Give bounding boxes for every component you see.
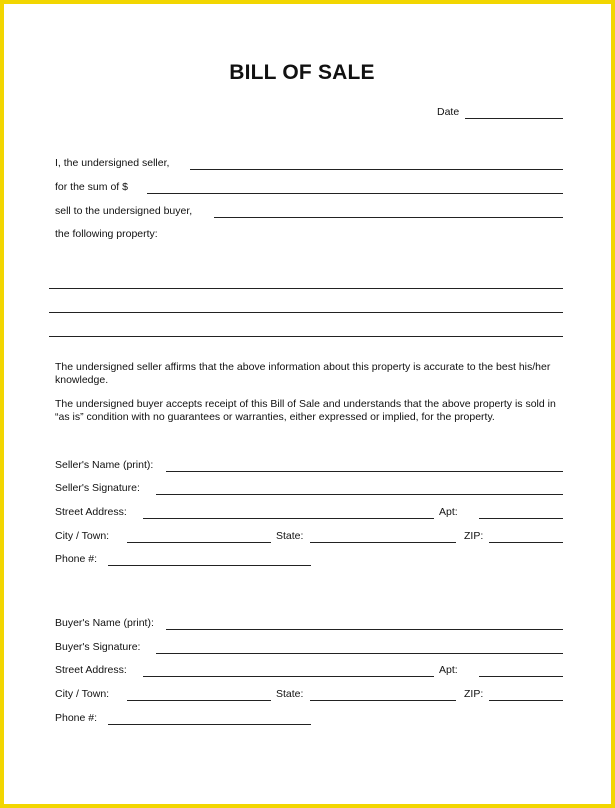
seller-street-label: Street Address: <box>55 506 127 518</box>
seller-city-line[interactable] <box>127 542 271 543</box>
seller-zip-label: ZIP: <box>464 530 484 542</box>
buyer-phone-label: Phone #: <box>55 712 98 724</box>
buyer-street-label: Street Address: <box>55 664 127 676</box>
buyer-signature-line[interactable] <box>156 653 563 654</box>
property-line-1[interactable] <box>49 288 563 289</box>
buyer-state-label: State: <box>276 688 304 700</box>
buyer-apt-label: Apt: <box>439 664 458 676</box>
seller-state-line[interactable] <box>310 542 456 543</box>
buyer-name-label: Buyer's Name (print): <box>55 617 154 629</box>
buyer-accepts-paragraph: The undersigned buyer accepts receipt of this Bill of Sale and understands that the above property is sold in “as is” condition with no guarantees or warranties, either expressed or implied, for the property. <box>55 398 556 423</box>
seller-city-label: City / Town: <box>55 530 110 542</box>
property-label: the following property: <box>55 228 158 240</box>
buyer-apt-line[interactable] <box>479 676 563 677</box>
document-title: BILL OF SALE <box>229 61 375 84</box>
date-label: Date <box>437 106 460 118</box>
seller-street-line[interactable] <box>143 518 434 519</box>
seller-name-line[interactable] <box>166 471 563 472</box>
buyer-name-line[interactable] <box>166 629 563 630</box>
date-line[interactable] <box>465 118 563 119</box>
seller-phone-label: Phone #: <box>55 553 98 565</box>
seller-signature-label: Seller's Signature: <box>55 482 140 494</box>
seller-apt-label: Apt: <box>439 506 458 518</box>
seller-state-label: State: <box>276 530 304 542</box>
buyer-zip-label: ZIP: <box>464 688 484 700</box>
buyer-signature-label: Buyer's Signature: <box>55 641 141 653</box>
seller-signature-line[interactable] <box>156 494 563 495</box>
buyer-city-label: City / Town: <box>55 688 110 700</box>
seller-affirms-paragraph: The undersigned seller affirms that the above information about this property is accurate to the best his/her knowledge. <box>55 361 551 386</box>
seller-phone-line[interactable] <box>108 565 311 566</box>
buyer-city-line[interactable] <box>127 700 271 701</box>
buyer-intro-label: sell to the undersigned buyer, <box>55 205 193 217</box>
buyer-intro-line[interactable] <box>214 217 563 218</box>
seller-apt-line[interactable] <box>479 518 563 519</box>
seller-zip-line[interactable] <box>489 542 563 543</box>
seller-name-label: Seller's Name (print): <box>55 459 154 471</box>
property-line-2[interactable] <box>49 312 563 313</box>
property-line-3[interactable] <box>49 336 563 337</box>
buyer-zip-line[interactable] <box>489 700 563 701</box>
seller-line[interactable] <box>190 169 563 170</box>
seller-label: I, the undersigned seller, <box>55 157 170 169</box>
buyer-phone-line[interactable] <box>108 724 311 725</box>
sum-label: for the sum of $ <box>55 181 128 193</box>
sum-line[interactable] <box>147 193 563 194</box>
document-page <box>4 4 611 804</box>
buyer-state-line[interactable] <box>310 700 456 701</box>
buyer-street-line[interactable] <box>143 676 434 677</box>
